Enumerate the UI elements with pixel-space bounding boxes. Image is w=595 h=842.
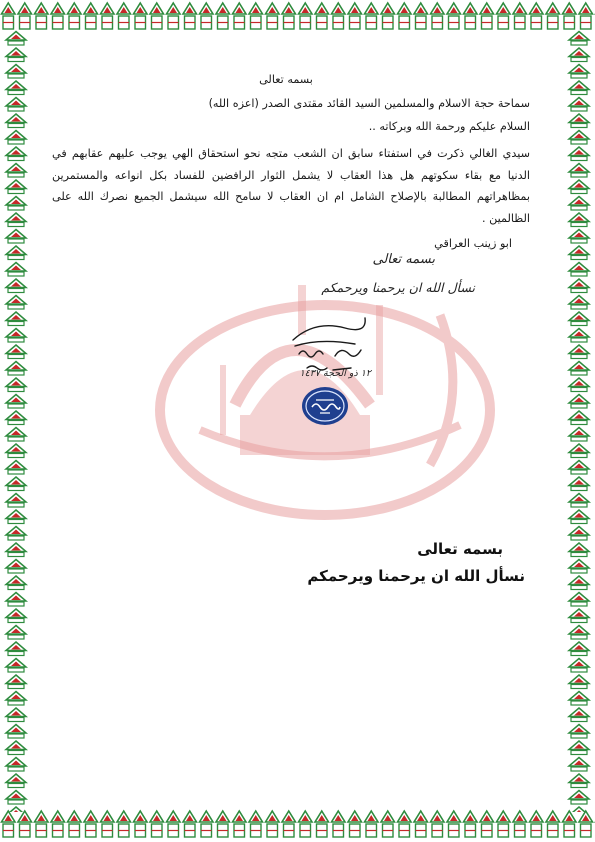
answer-text: نسأل الله ان يرحمنا ويرحمكم	[307, 567, 525, 585]
answer-title: بسمه تعالى	[417, 540, 503, 558]
question-body: سيدي الغالي ذكرت في استفتاء سابق ان الشعب متجه نحو استحقاق الهي يوجب عليهم عقابهم في الدنيا مع بقاء سكوتهم هل هذا العقاب لا يشمل الثوار الرافضين للفساد بكل انواعه والمستمرين بمظاهراتهم المطالبة بالإصلاح الشامل ام ان العقاب لا سامح الله سيشمل الجميع نصرك الله على الظالمين .	[52, 147, 530, 225]
question-salutation: سماحة حجة الاسلام والمسلمين السيد القائد مقتدى الصدر (اعزه الله)	[208, 97, 530, 110]
question-title: بسمه تعالى	[259, 73, 313, 86]
official-seal	[300, 385, 350, 427]
handwritten-date: ١٢ ذو الحجة ١٤٣٧	[299, 368, 371, 379]
question-greeting: السلام عليكم ورحمة الله وبركاته ..	[368, 120, 530, 133]
decorative-border-right	[563, 30, 595, 812]
answer-block	[180, 540, 525, 594]
decorative-border-bottom	[0, 808, 595, 842]
handwritten-title: بسمه تعالى	[372, 252, 435, 267]
handwritten-reply: نسأل الله ان يرحمنا ويرحمكم	[321, 280, 475, 295]
handwritten-signature	[285, 310, 375, 390]
question-signature: ابو زينب العراقي	[434, 237, 512, 250]
question-block	[52, 73, 530, 250]
decorative-border-top	[0, 0, 595, 34]
decorative-border-left	[0, 30, 32, 812]
